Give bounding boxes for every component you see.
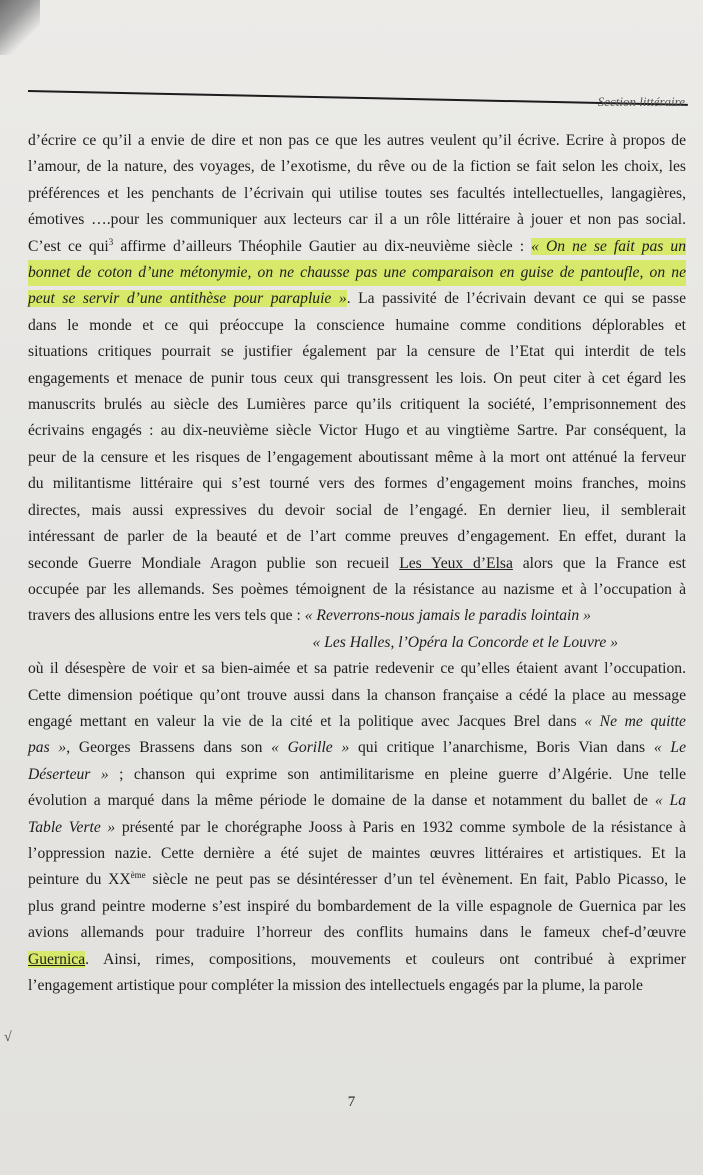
text-line: peut se servir d’une antithèse pour parapluie ». La passivité de l’écrivain devant ce qui se passe [28,290,686,308]
text-line: engagé mettant en valeur la vie de la cité et la politique avec Jacques Brel dans « Ne me quitte [28,712,686,730]
text-line: où il désespère de voir et sa bien-aimée et sa patrie redevenir ce qu’elles étaient avant l’occupation. [28,660,686,678]
highlighted-quote: bonnet de coton d’une métonymie, on ne chausse pas une comparaison en guise de pantoufle, on ne [28,260,686,286]
text-line: émotives ….pour les communiquer aux lecteurs car il a un rôle littéraire à jouer et non pas social. [28,211,686,229]
text-line: évolution a marqué dans la même période le domaine de la danse et notamment du ballet de « La [28,792,686,810]
text-line: d’écrire ce qu’il a envie de dire et non pas ce que les autres veulent qu’il écrive. Ecrire à propos de [28,132,686,149]
text-line: dans le monde et ce qui préoccupe la conscience humaine comme conditions déplorables et [28,316,686,334]
text-line: Guernica. Ainsi, rimes, compositions, mouvements et couleurs ont contribué à exprimer [28,950,686,968]
text-line: l’amour, de la nature, des voyages, de l’exotisme, du rêve ou de la fiction se fait selon les choix, les [28,158,686,176]
text-line: plus grand peintre moderne s’est inspiré du bombardement de la ville espagnole de Guernica par les [28,897,686,915]
text-line: Table Verte » présenté par le chorégraphe Jooss à Paris en 1932 comme symbole de la résistance à [28,818,686,836]
text-line: C’est ce qui$^3$ affirme d’ailleurs Théophile Gautier au dix-neuvième siècle : « On ne se fait pas un [28,236,687,255]
body-text [28,128,686,999]
text-line: occupée par les allemands. Ses poèmes témoignent de la résistance au nazisme et à l’occupation à [28,580,686,598]
text-line: Déserteur » ; chanson qui exprime son antimilitarisme en pleine guerre d’Algérie. Une telle [28,765,686,783]
text-line: travers des allusions entre les vers tels que : « Reverrons-nous jamais le paradis lointain » [28,607,591,625]
text-line: engagements et menace de punir tous ceux qui transgressent les lois. On peut citer à cet égard les [28,369,686,387]
text-line: situations critiques pourrait se justifier également par la censure de l’Etat qui interdit de tels [28,343,686,361]
page-corner-shadow [0,0,40,55]
text-line: l’engagement artistique pour compléter la mission des intellectuels engagés par la plume, la parole [28,977,643,994]
text-line: peur de la censure et les risques de l’engagement aboutissant même à la mort ont atténué la ferveur [28,448,686,466]
text-line: seconde Guerre Mondiale Aragon publie son recueil Les Yeux d’Elsa alors que la France est [28,554,686,572]
page-number: 7 [347,1094,356,1110]
text-line: avions allemands pour traduire l’horreur des conflits humains dans le fameux chef-d’œuvre [28,924,686,942]
text-line: manuscrits brulés au siècle des Lumières parce qu’ils critiquent la société, l’emprisonnement des [28,396,686,414]
text-line: intéressant de parler de la beauté et de l’art comme preuves d’engagement. En effet, durant la [28,528,686,546]
highlighted-quote: « On ne se fait pas un [531,237,687,255]
artwork-title: Guernica [28,950,86,968]
text-line: pas », Georges Brassens dans son « Gorille » qui critique l’anarchisme, Boris Vian dans « Le [28,739,686,757]
superscript: ème [130,870,146,881]
section-header-label: Section littéraire [597,94,685,109]
header-rule [28,90,688,106]
book-title: Les Yeux d’Elsa [399,554,513,572]
text-line: directes, mais aussi expressives du devoir social de l’engagé. En dernier lieu, il semblerait [28,501,686,519]
footnote-ref: 3 [108,236,114,247]
text-line: peinture du XXème siècle ne peut pas se désintéresser d’un tel évènement. En fait, Pablo Picasso, le [28,870,686,889]
poem-quote: « Les Halles, l’Opéra la Concorde et le Louvre » [312,633,618,651]
text-line: préférences et les penchants de l’écrivain qui utilise toutes ses facultés intellectuelles, langagières, [28,184,686,202]
poem-quote: « Reverrons-nous jamais le paradis lointain » [304,607,591,625]
text-line: du militantisme littéraire qui s’est tourné vers des formes d’engagement moins franches, moins [28,475,686,493]
highlighted-quote: peut se servir d’une antithèse pour parapluie » [28,290,347,308]
margin-check-mark: √ [4,1030,12,1045]
text-line: Cette dimension poétique qu’ont trouve aussi dans la chanson française a cédé la place au message [28,686,686,704]
text-line: l’oppression nazie. Cette dernière a été sujet de maintes œuvres littéraires et artistiques. Et la [28,844,686,862]
text-line: écrivains engagés : au dix-neuvième siècle Victor Hugo et au vingtième Sartre. Par conséquent, la [28,422,686,440]
